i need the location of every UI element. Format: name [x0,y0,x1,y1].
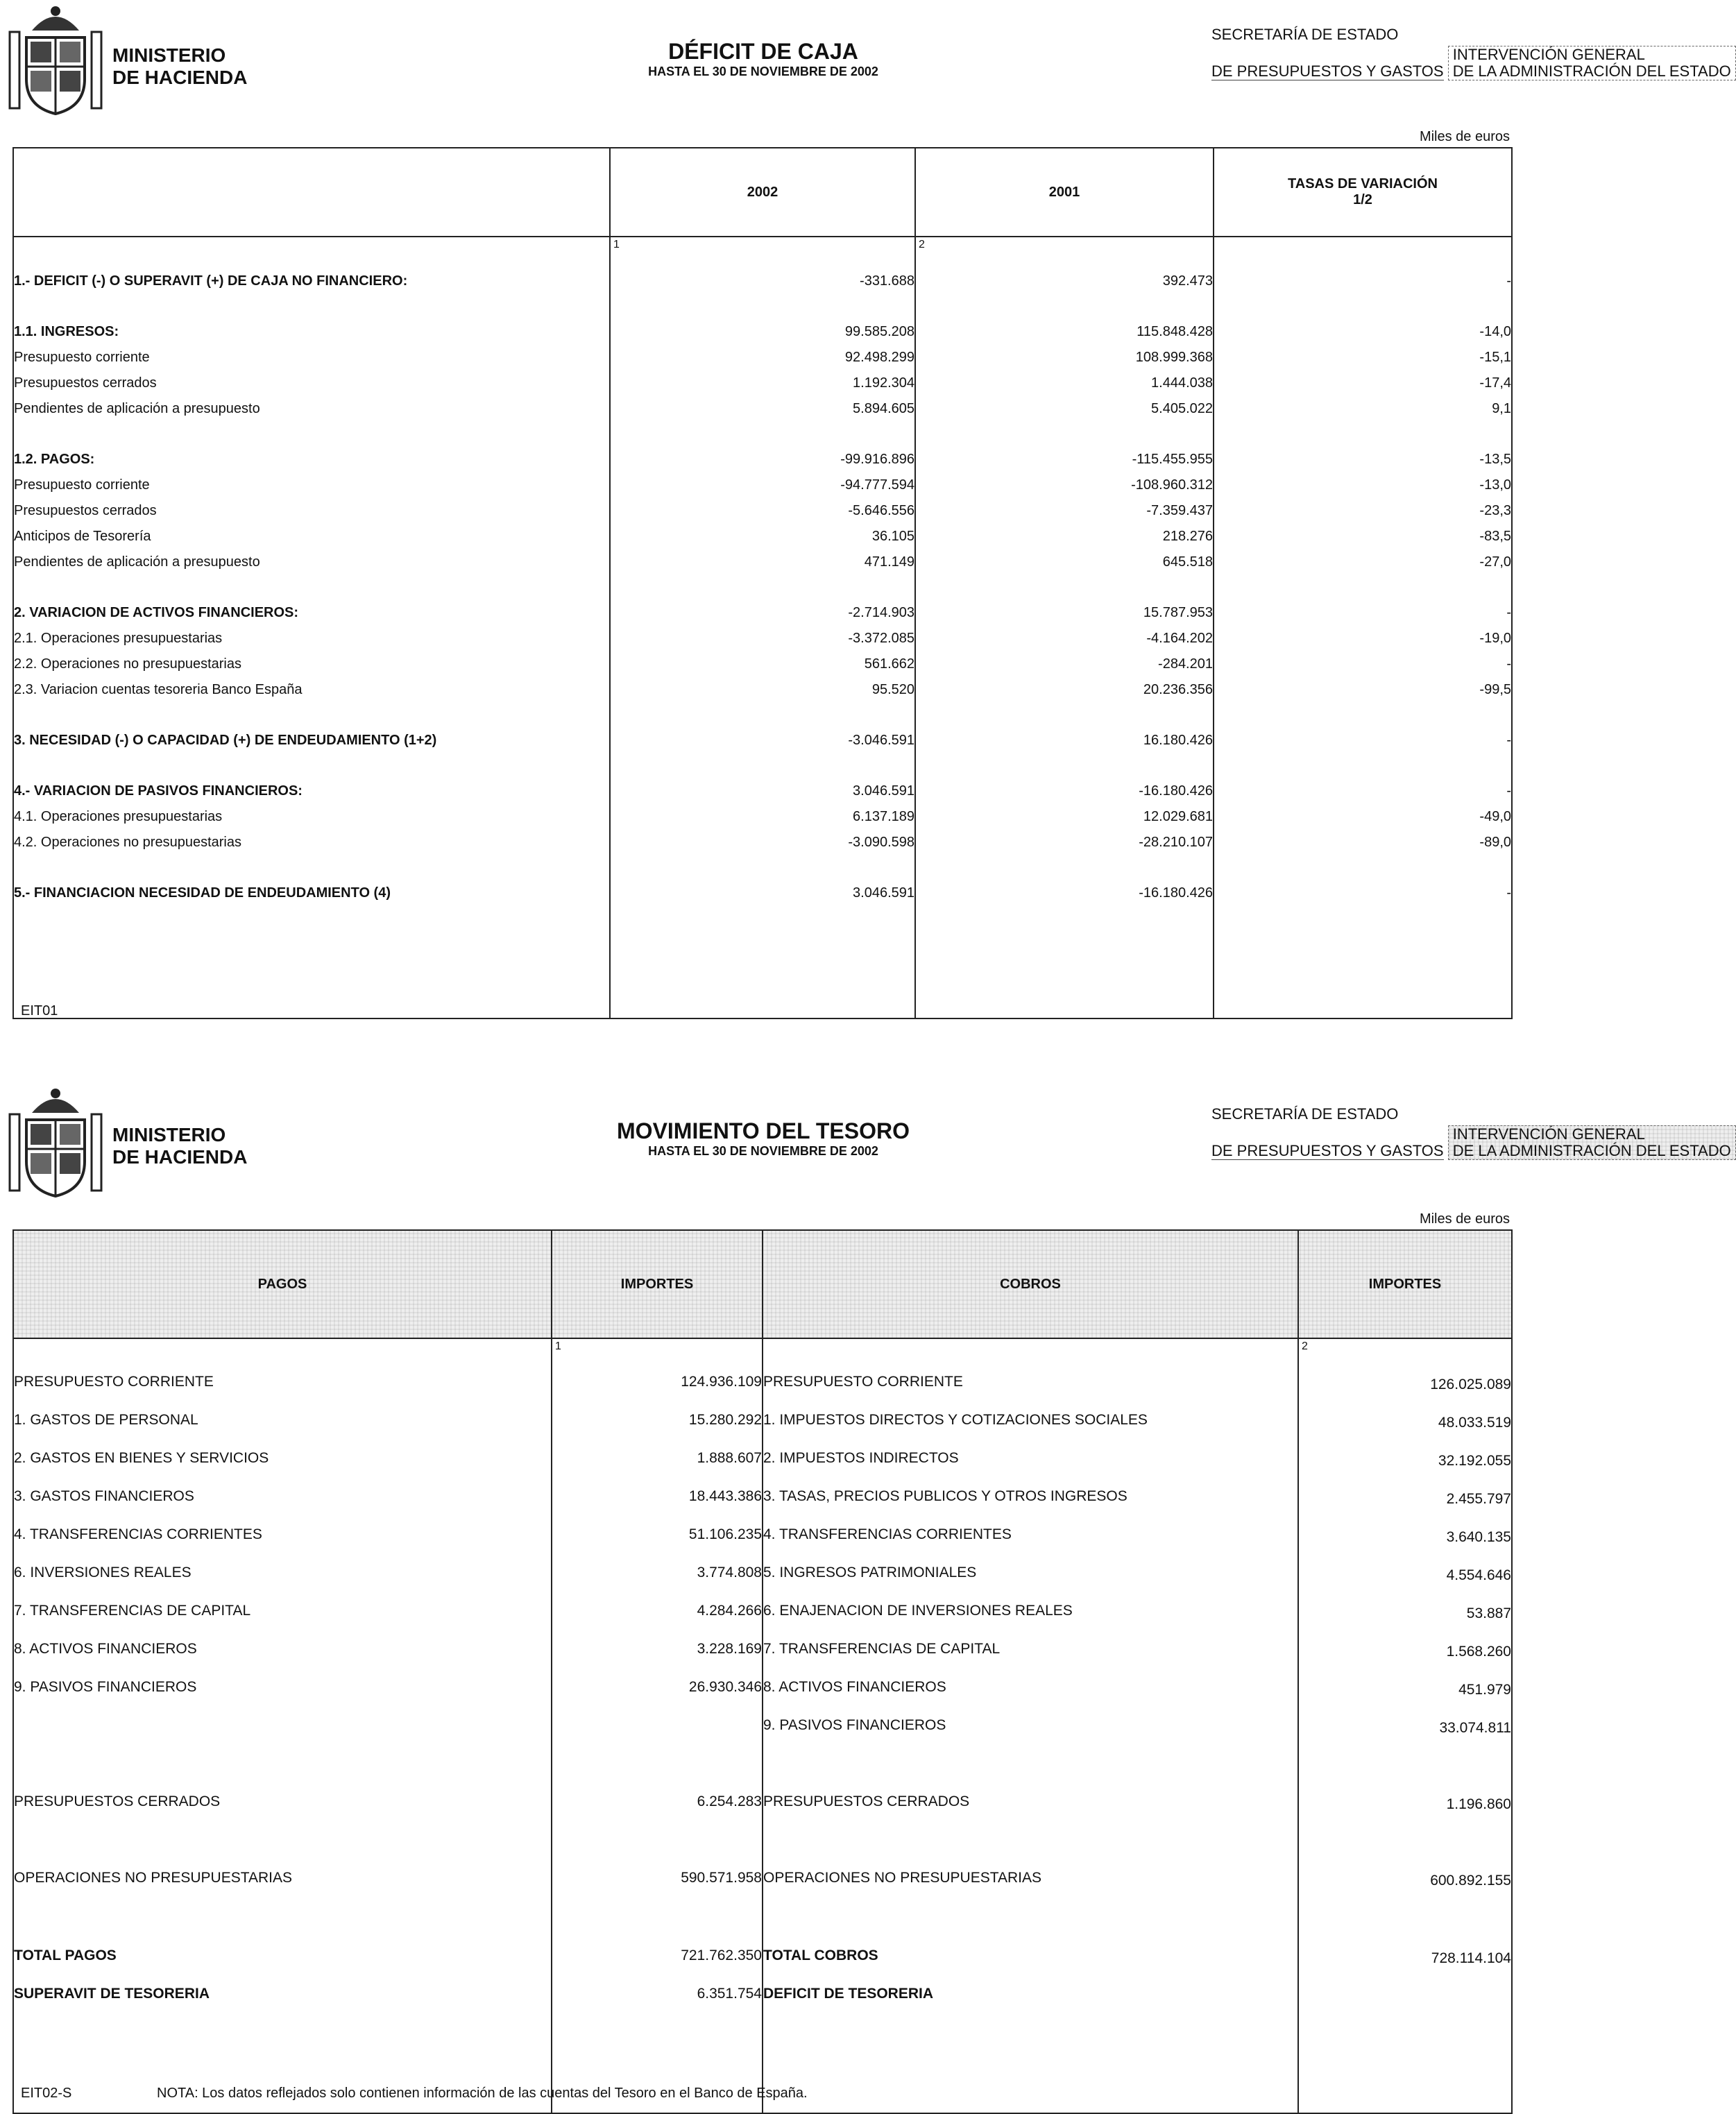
cobro-label: PRESUPUESTOS CERRADOS [763,1741,1298,1817]
pago-label [13,1703,552,1741]
pago-label: 9. PASIVOS FINANCIEROS [13,1664,552,1703]
header-importes-cobros: IMPORTES [1298,1230,1512,1338]
value-2001: -108.960.312 [915,472,1214,498]
page-subtitle: HASTA EL 30 DE NOVIEMBRE DE 2002 [648,1144,878,1158]
value-2002: 1.192.304 [610,370,915,396]
value-2002: -2.714.903 [610,600,915,626]
column-number: 1 [613,239,620,250]
variation-rate: -49,0 [1214,804,1512,830]
cobro-importe: 3.640.135 [1298,1512,1512,1550]
table-row [13,728,1512,753]
cobro-importe: 4.554.646 [1298,1550,1512,1588]
pago-label: 8. ACTIVOS FINANCIEROS [13,1626,552,1664]
row-label: 4.- VARIACION DE PASIVOS FINANCIEROS: [13,778,610,804]
pago-label: 7. TRANSFERENCIAS DE CAPITAL [13,1588,552,1626]
pago-label: PRESUPUESTO CORRIENTE [13,1359,552,1397]
variation-rate: -13,0 [1214,472,1512,498]
table-row [13,498,1512,524]
value-2001: 1.444.038 [915,370,1214,396]
table-row [13,370,1512,396]
document-title [513,39,1013,79]
ministry-line2: DE HACIENDA [112,67,248,88]
cobro-importe: 126.025.089 [1298,1359,1512,1397]
ministry-line1: MINISTERIO [112,1124,226,1145]
table-row [13,1359,1512,1397]
row-label: 1.1. INGRESOS: [13,319,610,345]
value-2002: 95.520 [610,677,915,703]
table-row [13,651,1512,677]
coat-of-arms-icon [7,1086,104,1199]
cobro-importe: 451.979 [1298,1664,1512,1703]
pago-importe: 6.254.283 [552,1741,763,1817]
row-label: 2. VARIACION DE ACTIVOS FINANCIEROS: [13,600,610,626]
pago-label: 3. GASTOS FINANCIEROS [13,1474,552,1512]
header-rate [1214,148,1512,237]
table-row [13,319,1512,345]
cobro-label: TOTAL COBROS [763,1893,1298,1971]
table-header [13,148,1512,237]
variation-rate: -17,4 [1214,370,1512,396]
variation-rate: - [1214,651,1512,677]
form-code: EIT02-S [21,2086,72,2101]
page-movimiento-tesoro [0,1082,1731,2106]
cobro-importe: 1.568.260 [1298,1626,1512,1664]
row-label: Anticipos de Tesorería [13,524,610,549]
intervencion-box [1448,46,1736,80]
document-title [513,1118,1013,1159]
pago-label: TOTAL PAGOS [13,1893,552,1971]
secretaria-line3: INTERVENCIÓN GENERAL [1452,1125,1645,1143]
row-label: 2.1. Operaciones presupuestarias [13,626,610,651]
ministry-line1: MINISTERIO [112,44,226,66]
column-number: 2 [919,239,925,250]
cobro-label: OPERACIONES NO PRESUPUESTARIAS [763,1817,1298,1893]
table-row [13,1626,1512,1664]
header-cobros: COBROS [763,1230,1298,1338]
value-2002: -3.046.591 [610,728,915,753]
pago-importe [552,1703,763,1741]
colno-row [13,1338,1512,1359]
row-label: 1.- DEFICIT (-) O SUPERAVIT (+) DE CAJA NO FINANCIERO: [13,268,610,294]
table-row [13,677,1512,703]
table-row [13,268,1512,294]
value-2001: 392.473 [915,268,1214,294]
table-row [13,1893,1512,1971]
secretaria-line2: DE PRESUPUESTOS Y GASTOS [1211,62,1444,80]
secretaria-block [1211,26,1736,80]
value-2002: -94.777.594 [610,472,915,498]
cobro-label: 3. TASAS, PRECIOS PUBLICOS Y OTROS INGRESOS [763,1474,1298,1512]
value-2002: 5.894.605 [610,396,915,422]
value-2002: -99.916.896 [610,447,915,472]
page-subtitle: HASTA EL 30 DE NOVIEMBRE DE 2002 [648,65,878,78]
row-label: Presupuesto corriente [13,345,610,370]
pago-importe: 590.571.958 [552,1817,763,1893]
table-row [13,396,1512,422]
value-2002: -331.688 [610,268,915,294]
variation-rate: 9,1 [1214,396,1512,422]
variation-rate: -23,3 [1214,498,1512,524]
table-row [13,447,1512,472]
pago-importe: 1.888.607 [552,1435,763,1474]
secretaria-line3: INTERVENCIÓN GENERAL [1452,46,1645,63]
cobro-label: 5. INGRESOS PATRIMONIALES [763,1550,1298,1588]
cobro-label: 9. PASIVOS FINANCIEROS [763,1703,1298,1741]
pago-importe: 26.930.346 [552,1664,763,1703]
secretaria-line4: DE LA ADMINISTRACIÓN DEL ESTADO [1452,1142,1731,1159]
cobro-label: 2. IMPUESTOS INDIRECTOS [763,1435,1298,1474]
cobro-importe: 1.196.860 [1298,1741,1512,1817]
table-header [13,1230,1512,1338]
row-label: Pendientes de aplicación a presupuesto [13,396,610,422]
variation-rate: -15,1 [1214,345,1512,370]
cobro-label: 7. TRANSFERENCIAS DE CAPITAL [763,1626,1298,1664]
pago-label: 2. GASTOS EN BIENES Y SERVICIOS [13,1435,552,1474]
variation-rate: -99,5 [1214,677,1512,703]
variation-rate: -27,0 [1214,549,1512,575]
value-2002: 561.662 [610,651,915,677]
colno-row [13,237,1512,268]
pago-importe: 124.936.109 [552,1359,763,1397]
table-row [13,1550,1512,1588]
table-row [13,626,1512,651]
cobro-label: PRESUPUESTO CORRIENTE [763,1359,1298,1397]
row-label: 5.- FINANCIACION NECESIDAD DE ENDEUDAMIENTO (4) [13,880,610,906]
secretaria-block [1211,1106,1736,1160]
value-2001: 218.276 [915,524,1214,549]
row-label: 4.1. Operaciones presupuestarias [13,804,610,830]
unit-label: Miles de euros [1419,1211,1510,1227]
variation-rate: -13,5 [1214,447,1512,472]
value-2001: 15.787.953 [915,600,1214,626]
variation-rate: - [1214,880,1512,906]
column-number: 1 [555,1340,561,1352]
table-row [13,1397,1512,1435]
pago-importe: 3.774.808 [552,1550,763,1588]
row-label: 2.2. Operaciones no presupuestarias [13,651,610,677]
ministry-name [112,44,247,89]
cobro-importe: 2.455.797 [1298,1474,1512,1512]
row-label: 2.3. Variacion cuentas tesoreria Banco España [13,677,610,703]
row-label: 3. NECESIDAD (-) O CAPACIDAD (+) DE ENDEUDAMIENTO (1+2) [13,728,610,753]
row-label: Pendientes de aplicación a presupuesto [13,549,610,575]
table-row [13,1703,1512,1741]
table-row [13,1588,1512,1626]
pago-importe: 51.106.235 [552,1512,763,1550]
cobro-importe: 33.074.811 [1298,1703,1512,1741]
value-2002: 92.498.299 [610,345,915,370]
page-title: DÉFICIT DE CAJA [668,39,858,64]
cobro-label: 8. ACTIVOS FINANCIEROS [763,1664,1298,1703]
pago-importe: 4.284.266 [552,1588,763,1626]
header-blank [13,148,610,237]
header-2002: 2002 [610,148,915,237]
variation-rate: -83,5 [1214,524,1512,549]
value-2002: 6.137.189 [610,804,915,830]
cobro-label: 4. TRANSFERENCIAS CORRIENTES [763,1512,1298,1550]
footnote: NOTA: Los datos reflejados solo contienen información de las cuentas del Tesoro en el Banco de España. [157,2086,808,2101]
value-2002: 36.105 [610,524,915,549]
pago-label: 1. GASTOS DE PERSONAL [13,1397,552,1435]
value-2001: 16.180.426 [915,728,1214,753]
pago-label: 6. INVERSIONES REALES [13,1550,552,1588]
table-row [13,600,1512,626]
secretaria-line4: DE LA ADMINISTRACIÓN DEL ESTADO [1452,62,1731,80]
cobro-importe: 53.887 [1298,1588,1512,1626]
table-row [13,549,1512,575]
cobro-importe: 728.114.104 [1298,1893,1512,1971]
pago-importe: 15.280.292 [552,1397,763,1435]
page-deficit-caja [0,0,1731,1041]
table-row [13,524,1512,549]
unit-label: Miles de euros [1419,129,1510,144]
value-2002: -3.372.085 [610,626,915,651]
table-row [13,778,1512,804]
header-rate-line2: 1/2 [1353,192,1372,207]
table-row [13,1474,1512,1512]
value-2001: -16.180.426 [915,778,1214,804]
row-label: Presupuesto corriente [13,472,610,498]
pago-importe: 3.228.169 [552,1626,763,1664]
cobro-importe: 48.033.519 [1298,1397,1512,1435]
deficit-table [12,147,1513,1019]
value-2002: 471.149 [610,549,915,575]
header-pagos: PAGOS [13,1230,552,1338]
pago-label: SUPERAVIT DE TESORERIA [13,1971,552,2009]
table-row [13,830,1512,855]
pago-importe: 721.762.350 [552,1893,763,1971]
cobro-importe: 600.892.155 [1298,1817,1512,1893]
value-2002: 3.046.591 [610,778,915,804]
secretaria-line2: DE PRESUPUESTOS Y GASTOS [1211,1142,1444,1159]
value-2001: 5.405.022 [915,396,1214,422]
value-2001: -284.201 [915,651,1214,677]
ministry-name [112,1124,247,1168]
row-label: Presupuestos cerrados [13,370,610,396]
table-row [13,804,1512,830]
table-row [13,1664,1512,1703]
value-2001: -4.164.202 [915,626,1214,651]
row-label: 1.2. PAGOS: [13,447,610,472]
value-2001: 645.518 [915,549,1214,575]
ministry-line2: DE HACIENDA [112,1146,248,1168]
variation-rate: - [1214,268,1512,294]
value-2001: 108.999.368 [915,345,1214,370]
cobro-label: 1. IMPUESTOS DIRECTOS Y COTIZACIONES SOCIALES [763,1397,1298,1435]
header-rate-line1: TASAS DE VARIACIÓN [1288,176,1438,191]
secretaria-line1: SECRETARÍA DE ESTADO [1211,26,1399,43]
variation-rate: - [1214,600,1512,626]
value-2002: -3.090.598 [610,830,915,855]
column-number: 2 [1302,1340,1308,1352]
value-2001: 20.236.356 [915,677,1214,703]
pago-label: PRESUPUESTOS CERRADOS [13,1741,552,1817]
cobro-label: 6. ENAJENACION DE INVERSIONES REALES [763,1588,1298,1626]
row-label: 4.2. Operaciones no presupuestarias [13,830,610,855]
table-row [13,1741,1512,1817]
value-2001: 115.848.428 [915,319,1214,345]
tesoro-table [12,1229,1513,2114]
page-title: MOVIMIENTO DEL TESORO [617,1118,910,1143]
variation-rate: -89,0 [1214,830,1512,855]
value-2002: 3.046.591 [610,880,915,906]
variation-rate: - [1214,728,1512,753]
header-importes-pagos: IMPORTES [552,1230,763,1338]
table-row [13,1817,1512,1893]
cobro-importe [1298,1971,1512,2009]
cobro-importe: 32.192.055 [1298,1435,1512,1474]
variation-rate: -14,0 [1214,319,1512,345]
cobro-label: DEFICIT DE TESORERIA [763,1971,1298,2009]
coat-of-arms-icon [7,4,104,117]
header-2001: 2001 [915,148,1214,237]
value-2001: -7.359.437 [915,498,1214,524]
form-code: EIT01 [21,1003,58,1018]
intervencion-box [1448,1125,1736,1160]
table-row [13,880,1512,906]
value-2001: 12.029.681 [915,804,1214,830]
table-row [13,1435,1512,1474]
variation-rate: -19,0 [1214,626,1512,651]
variation-rate: - [1214,778,1512,804]
row-label: Presupuestos cerrados [13,498,610,524]
value-2001: -16.180.426 [915,880,1214,906]
table-row [13,1971,1512,2009]
table-row [13,345,1512,370]
pago-label: OPERACIONES NO PRESUPUESTARIAS [13,1817,552,1893]
value-2001: -115.455.955 [915,447,1214,472]
pago-importe: 6.351.754 [552,1971,763,2009]
pago-label: 4. TRANSFERENCIAS CORRIENTES [13,1512,552,1550]
table-row [13,1512,1512,1550]
value-2002: -5.646.556 [610,498,915,524]
value-2001: -28.210.107 [915,830,1214,855]
value-2002: 99.585.208 [610,319,915,345]
secretaria-line1: SECRETARÍA DE ESTADO [1211,1105,1399,1123]
table-row [13,472,1512,498]
pago-importe: 18.443.386 [552,1474,763,1512]
